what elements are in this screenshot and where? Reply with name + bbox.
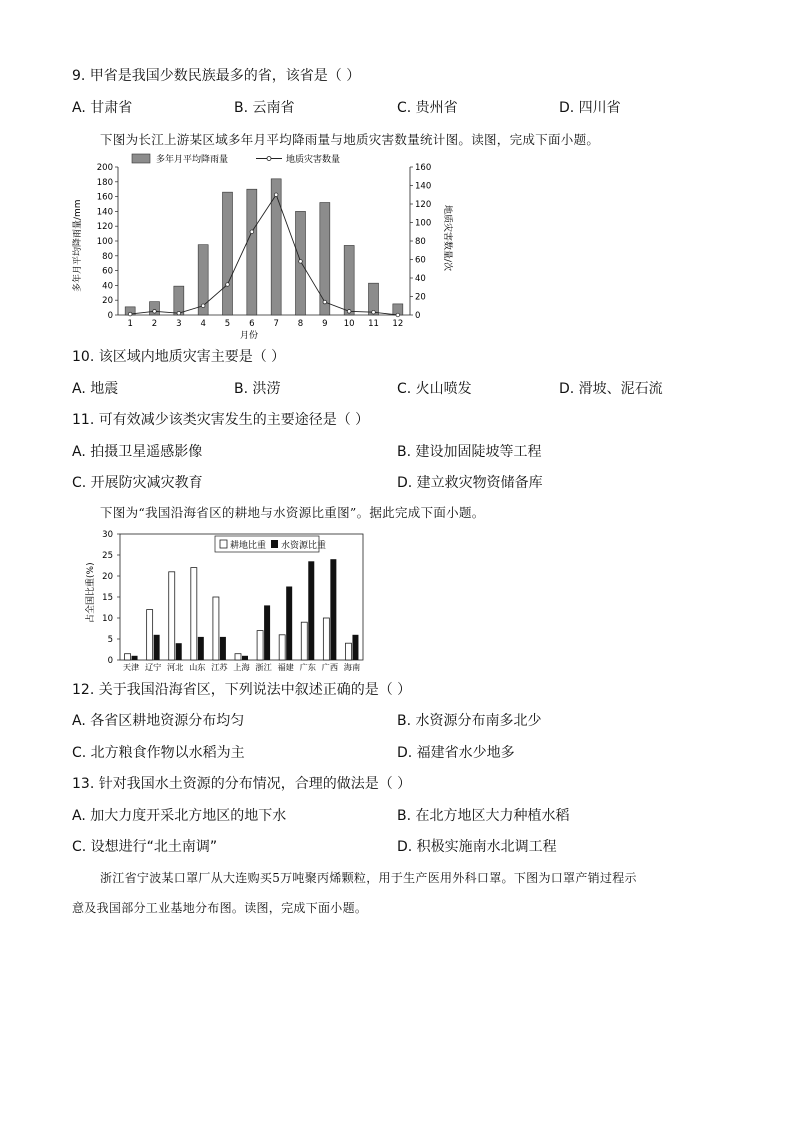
question-12-option-b[interactable]: B. 水资源分布南多北少 xyxy=(397,713,542,729)
disaster-count-point xyxy=(372,310,376,314)
question-10-option-c[interactable]: C. 火山喷发 xyxy=(397,381,472,397)
question-11-option-b[interactable]: B. 建设加固陡坡等工程 xyxy=(397,444,542,460)
disaster-count-point xyxy=(323,300,327,304)
question-9-option-c[interactable]: C. 贵州省 xyxy=(397,100,458,116)
x-axis-tick-label: 12 xyxy=(392,319,404,329)
disaster-count-point xyxy=(299,260,303,264)
rainfall-bar xyxy=(320,203,330,315)
water-bar xyxy=(264,605,270,660)
left-axis-title: 多年月平均降雨量/mm xyxy=(73,199,83,292)
farmland-bar xyxy=(191,568,197,660)
water-bar xyxy=(154,635,160,660)
rainfall-bar xyxy=(223,192,233,315)
x-axis-tick-label: 11 xyxy=(368,319,379,329)
question-12-option-a[interactable]: A. 各省区耕地资源分布均匀 xyxy=(72,713,245,729)
question-13-option-d[interactable]: D. 积极实施南水北调工程 xyxy=(397,839,557,855)
left-axis-tick-label: 120 xyxy=(96,222,113,233)
disaster-count-point xyxy=(128,312,132,316)
chart2-y-axis-title: 占全国比重(%) xyxy=(86,562,96,623)
farmland-bar xyxy=(345,643,351,660)
water-bar xyxy=(352,635,358,660)
disaster-count-point xyxy=(274,193,278,197)
question-10-option-d[interactable]: D. 滑坡、泥石流 xyxy=(559,381,663,397)
question-9-stem: 9. 甲省是我国少数民族最多的省，该省是（ ） xyxy=(72,68,361,84)
legend-water-label: 水资源比重 xyxy=(281,541,327,551)
x-axis-tick-label: 9 xyxy=(322,319,328,329)
water-bar xyxy=(176,643,182,660)
legend-farmland-label: 耕地比重 xyxy=(230,541,267,551)
legend-line-marker xyxy=(267,157,271,161)
x-axis-tick-label: 8 xyxy=(297,319,304,329)
disaster-count-line xyxy=(130,195,398,315)
left-axis-tick-label: 40 xyxy=(102,281,113,292)
right-axis-tick-label: 140 xyxy=(415,181,432,192)
x-axis-tick-label: 10 xyxy=(343,319,355,329)
y-axis-tick-label: 25 xyxy=(102,551,113,561)
province-label: 江苏 xyxy=(211,662,228,672)
farmland-bar xyxy=(323,618,329,660)
disaster-count-point xyxy=(250,230,254,234)
legend-line-label: 地质灾害数量 xyxy=(286,155,341,165)
question-10-stem: 10. 该区域内地质灾害主要是（ ） xyxy=(72,349,286,365)
province-label: 河北 xyxy=(167,662,184,672)
left-axis-tick-label: 100 xyxy=(96,237,113,247)
farmland-water-chart xyxy=(80,524,380,676)
rainfall-bar xyxy=(247,189,257,315)
intro3-line1: 浙江省宁波某口罩厂从大连购买5万吨聚丙烯颗粒，用于生产医用外科口罩。下图为口罩产销过程示 xyxy=(100,871,637,885)
y-axis-tick-label: 0 xyxy=(107,656,113,666)
farmland-bar xyxy=(147,610,153,660)
right-axis-tick-label: 0 xyxy=(415,311,421,321)
farmland-bar xyxy=(235,654,241,660)
left-axis-tick-label: 20 xyxy=(102,296,113,307)
right-axis-title: 地质灾害数量/次 xyxy=(442,205,452,272)
right-axis-tick-label: 160 xyxy=(415,163,432,173)
left-axis-tick-label: 80 xyxy=(102,251,113,262)
water-bar xyxy=(132,656,138,660)
province-label: 浙江 xyxy=(255,662,272,672)
province-label: 海南 xyxy=(343,662,361,672)
left-axis-tick-label: 140 xyxy=(96,207,113,218)
disaster-count-point xyxy=(226,283,230,287)
legend-water-swatch xyxy=(271,540,278,548)
legend-farmland-swatch xyxy=(220,540,227,548)
question-13-option-a[interactable]: A. 加大力度开采北方地区的地下水 xyxy=(72,808,287,824)
question-12-option-c[interactable]: C. 北方粮食作物以水稻为主 xyxy=(72,745,245,761)
left-axis-tick-label: 60 xyxy=(102,266,113,277)
province-label: 辽宁 xyxy=(144,662,162,672)
question-9-option-d[interactable]: D. 四川省 xyxy=(559,100,621,116)
farmland-bar xyxy=(279,635,285,660)
left-axis-tick-label: 160 xyxy=(96,192,113,203)
water-bar xyxy=(220,637,226,660)
disaster-count-point xyxy=(396,313,400,317)
legend-bar-swatch xyxy=(132,154,150,163)
y-axis-tick-label: 10 xyxy=(102,614,113,624)
right-axis-tick-label: 40 xyxy=(415,274,426,284)
province-label: 天津 xyxy=(122,662,140,672)
farmland-bar xyxy=(213,597,219,660)
water-bar xyxy=(286,587,292,661)
question-13-option-b[interactable]: B. 在北方地区大力种植水稻 xyxy=(397,808,570,824)
rainfall-bar xyxy=(174,286,184,315)
y-axis-tick-label: 15 xyxy=(102,593,113,603)
province-label: 广东 xyxy=(299,662,316,672)
question-11-option-c[interactable]: C. 开展防灾减灾教育 xyxy=(72,475,203,491)
chart1-intro: 下图为长江上游某区域多年月平均降雨量与地质灾害数量统计图。读图，完成下面小题。 xyxy=(100,132,600,147)
question-11-option-d[interactable]: D. 建立救灾物资储备库 xyxy=(397,475,543,491)
x-axis-tick-label: 5 xyxy=(224,319,231,329)
x-axis-title: 月份 xyxy=(240,331,259,341)
farmland-bar xyxy=(257,631,263,660)
water-bar xyxy=(198,637,204,660)
farmland-bar xyxy=(125,654,131,660)
water-bar xyxy=(330,559,336,660)
disaster-count-point xyxy=(347,310,351,314)
x-axis-tick-label: 2 xyxy=(151,319,158,329)
legend-bar-label: 多年月平均降雨量 xyxy=(156,155,229,165)
question-10-option-a[interactable]: A. 地震 xyxy=(72,381,119,397)
disaster-count-point xyxy=(201,304,205,308)
question-11-option-a[interactable]: A. 拍摄卫星遥感影像 xyxy=(72,444,203,460)
water-bar xyxy=(308,561,314,660)
rainfall-disaster-chart xyxy=(60,150,460,345)
question-10-option-b[interactable]: B. 洪涝 xyxy=(234,381,281,397)
water-bar xyxy=(242,656,248,660)
question-11-stem: 11. 可有效减少该类灾害发生的主要途径是（ ） xyxy=(72,412,370,428)
left-axis-tick-label: 200 xyxy=(96,163,113,173)
y-axis-tick-label: 30 xyxy=(102,530,113,540)
y-axis-tick-label: 20 xyxy=(102,572,113,582)
province-label: 福建 xyxy=(277,662,294,672)
province-label: 山东 xyxy=(189,662,206,672)
x-axis-tick-label: 1 xyxy=(127,319,133,329)
province-label: 广西 xyxy=(321,662,339,672)
intro3-line2: 意及我国部分工业基地分布图。读图，完成下面小题。 xyxy=(72,901,368,915)
chart2-intro: 下图为“我国沿海省区的耕地与水资源比重图”。据此完成下面小题。 xyxy=(100,505,485,520)
x-axis-tick-label: 7 xyxy=(273,319,279,329)
right-axis-tick-label: 80 xyxy=(415,237,426,247)
question-9-option-b[interactable]: B. 云南省 xyxy=(234,100,295,116)
disaster-count-point xyxy=(177,311,181,315)
question-12-stem: 12. 关于我国沿海省区，下列说法中叙述正确的是（ ） xyxy=(72,682,412,698)
question-9-option-a[interactable]: A. 甘肃省 xyxy=(72,100,133,116)
x-axis-tick-label: 3 xyxy=(176,319,182,329)
right-axis-tick-label: 120 xyxy=(415,200,432,210)
question-13-stem: 13. 针对我国水土资源的分布情况，合理的做法是（ ） xyxy=(72,776,412,792)
x-axis-tick-label: 6 xyxy=(249,319,255,329)
left-axis-tick-label: 0 xyxy=(107,311,113,321)
question-13-option-c[interactable]: C. 设想进行“北土南调” xyxy=(72,839,218,855)
x-axis-tick-label: 4 xyxy=(200,319,206,329)
right-axis-tick-label: 20 xyxy=(415,292,426,303)
question-12-option-d[interactable]: D. 福建省水少地多 xyxy=(397,745,515,761)
province-label: 上海 xyxy=(233,662,250,672)
disaster-count-point xyxy=(153,310,157,314)
y-axis-tick-label: 5 xyxy=(107,635,113,645)
right-axis-tick-label: 100 xyxy=(415,218,432,229)
farmland-bar xyxy=(169,572,175,660)
farmland-bar xyxy=(301,622,307,660)
rainfall-bar xyxy=(344,245,354,315)
right-axis-tick-label: 60 xyxy=(415,255,426,266)
left-axis-tick-label: 180 xyxy=(96,177,113,188)
